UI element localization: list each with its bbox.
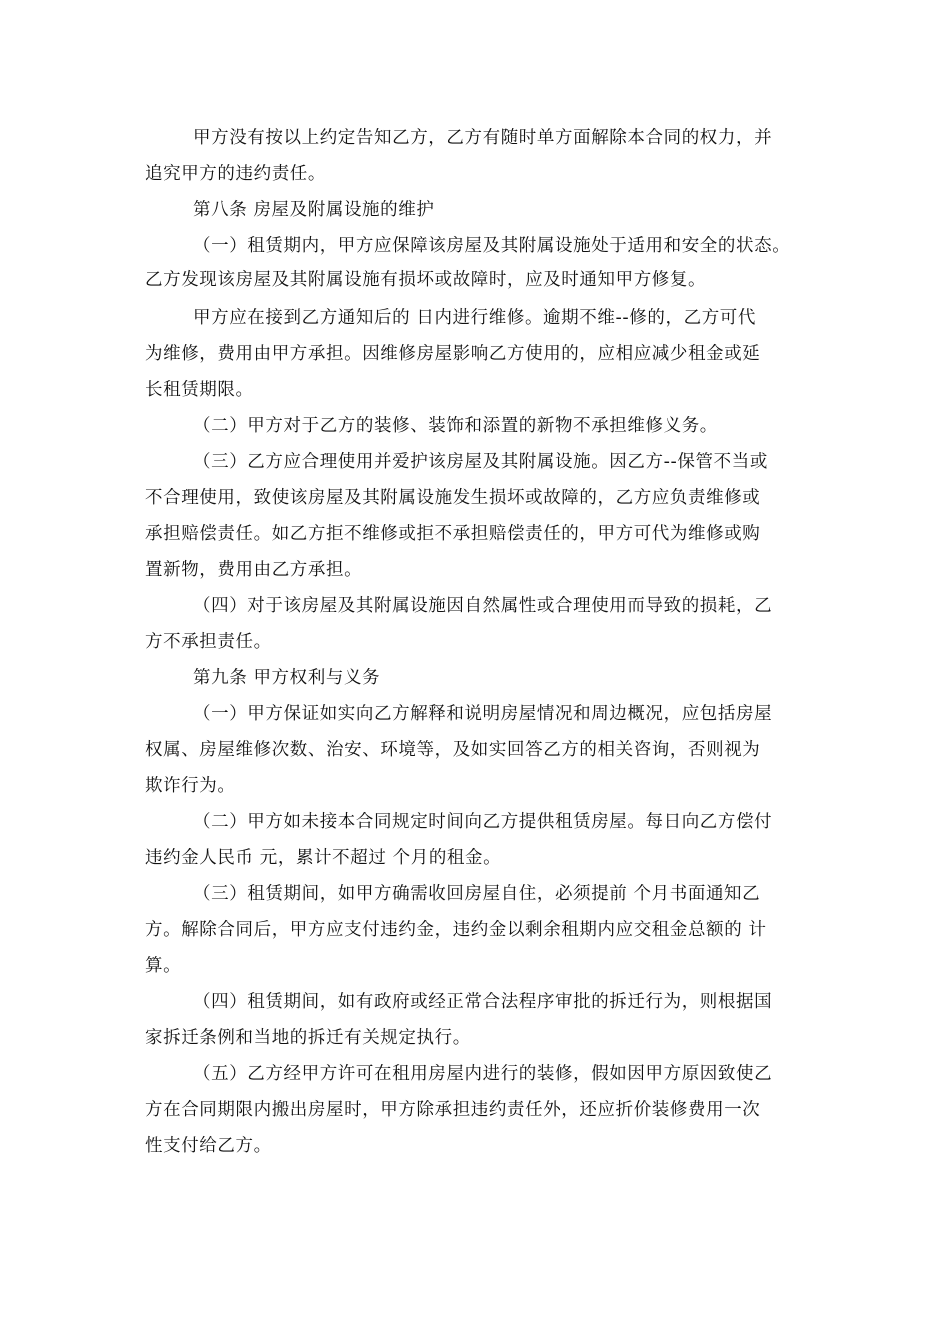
paragraph-line: （四）租赁期间，如有政府或经正常合法程序审批的拆迁行为，则根据国 <box>193 992 773 1012</box>
section-heading: 第八条 房屋及附属设施的维护 <box>193 200 435 220</box>
paragraph-line: （三）租赁期间，如甲方确需收回房屋自住，必须提前 个月书面通知乙 <box>193 884 761 904</box>
paragraph-line: 甲方没有按以上约定告知乙方，乙方有随时单方面解除本合同的权力，并 <box>193 128 773 148</box>
paragraph-line: （二）甲方如未接本合同规定时间向乙方提供租赁房屋。每日向乙方偿付 <box>193 812 773 832</box>
paragraph-line: 不合理使用，致使该房屋及其附属设施发生损坏或故障的，乙方应负责维修或 <box>145 488 761 508</box>
paragraph-line: 为维修，费用由甲方承担。因维修房屋影响乙方使用的，应相应减少租金或延 <box>145 344 761 364</box>
paragraph-line: 置新物，费用由乙方承担。 <box>145 560 363 580</box>
paragraph-line: 方在合同期限内搬出房屋时，甲方除承担违约责任外，还应折价装修费用一次 <box>145 1100 761 1120</box>
paragraph-line: 权属、房屋维修次数、治安、环境等，及如实回答乙方的相关咨询，否则视为 <box>145 740 761 760</box>
paragraph-line: （三）乙方应合理使用并爱护该房屋及其附属设施。因乙方--保管不当或 <box>193 452 768 472</box>
paragraph-line: 性支付给乙方。 <box>145 1136 272 1156</box>
paragraph-line: 违约金人民币 元，累计不超过 个月的租金。 <box>145 848 502 868</box>
paragraph-line: 方。解除合同后，甲方应支付违约金，违约金以剩余租期内应交租金总额的 计 <box>145 920 767 940</box>
paragraph-line: 长租赁期限。 <box>145 380 254 400</box>
paragraph-line: （五）乙方经甲方许可在租用房屋内进行的装修，假如因甲方原因致使乙 <box>193 1064 773 1084</box>
paragraph-line: 乙方发现该房屋及其附属设施有损坏或故障时，应及时通知甲方修复。 <box>145 270 707 290</box>
section-heading: 第九条 甲方权利与义务 <box>193 668 381 688</box>
paragraph-line: （一）租赁期内，甲方应保障该房屋及其附属设施处于适用和安全的状态。 <box>193 236 791 256</box>
paragraph-line: 承担赔偿责任。如乙方拒不维修或拒不承担赔偿责任的，甲方可代为维修或购 <box>145 524 761 544</box>
paragraph-line: 追究甲方的违约责任。 <box>145 164 326 184</box>
paragraph-line: （二）甲方对于乙方的装修、装饰和添置的新物不承担维修义务。 <box>193 416 718 436</box>
paragraph-line: （一）甲方保证如实向乙方解释和说明房屋情况和周边概况，应包括房屋 <box>193 704 773 724</box>
paragraph-line: （四）对于该房屋及其附属设施因自然属性或合理使用而导致的损耗，乙 <box>193 596 773 616</box>
paragraph-line: 家拆迁条例和当地的拆迁有关规定执行。 <box>145 1028 471 1048</box>
paragraph-line: 欺诈行为。 <box>145 776 236 796</box>
paragraph-line: 甲方应在接到乙方通知后的 日内进行维修。逾期不维--修的，乙方可代 <box>193 308 756 328</box>
paragraph-line: 方不承担责任。 <box>145 632 272 652</box>
paragraph-line: 算。 <box>145 956 182 976</box>
